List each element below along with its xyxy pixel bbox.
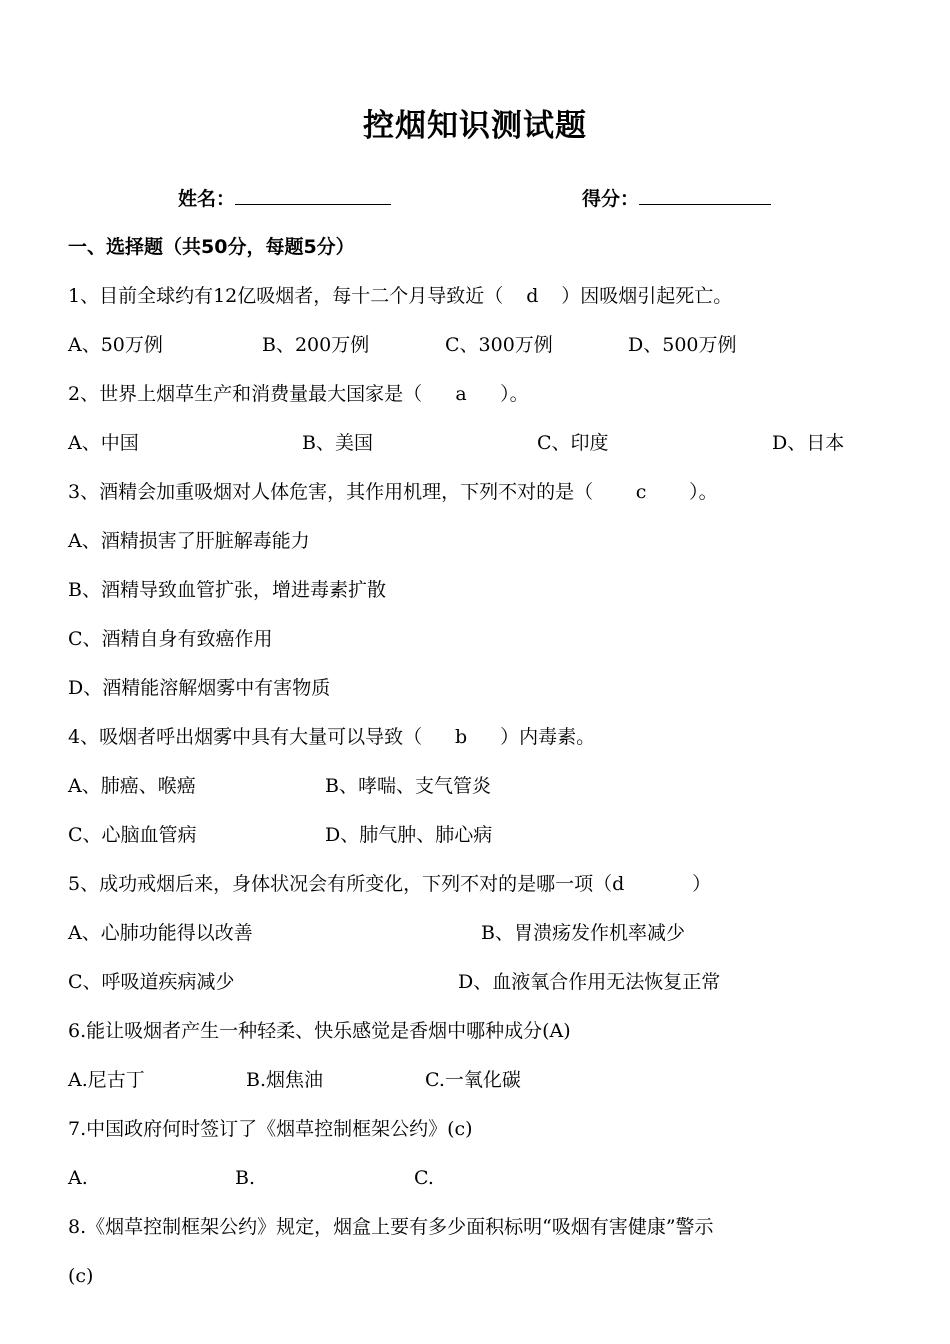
question-3-text: 3、酒精会加重吸烟对人体危害，其作用机理，下列不对的是（ <box>68 481 594 503</box>
question-8-answer: (c) <box>68 1265 94 1287</box>
question-1-option-a: A、50万例 <box>68 334 163 356</box>
question-2 <box>68 381 529 407</box>
question-5-option-d: D、血液氧合作用无法恢复正常 <box>458 971 721 993</box>
question-7-option-b: B. <box>235 1167 256 1189</box>
question-4-answer: b <box>455 726 468 748</box>
question-4-option-a: A、肺癌、喉癌 <box>68 775 196 797</box>
question-4-option-c: C、心脑血管病 <box>68 824 197 846</box>
section-heading: 一、选择题（共50分，每题5分） <box>68 236 355 258</box>
question-1-option-d: D、500万例 <box>628 334 737 356</box>
question-3-option-a: A、酒精损害了肝脏解毒能力 <box>68 530 310 552</box>
question-2-suffix: ）。 <box>500 383 529 405</box>
question-3-option-b: B、酒精导致血管扩张，增进毒素扩散 <box>68 579 386 601</box>
question-5-option-a: A、心肺功能得以改善 <box>68 922 253 944</box>
page-title: 控烟知识测试题 <box>363 108 587 144</box>
question-1-suffix: ）因吸烟引起死亡。 <box>561 285 733 307</box>
score-label: 得分： <box>582 188 640 210</box>
question-3-answer: c <box>635 481 647 503</box>
question-3-option-d: D、酒精能溶解烟雾中有害物质 <box>68 677 331 699</box>
question-5-option-c: C、呼吸道疾病减少 <box>68 971 235 993</box>
question-5 <box>68 871 711 897</box>
question-3-option-c: C、酒精自身有致癌作用 <box>68 628 273 650</box>
question-6-option-c: C.一氧化碳 <box>425 1069 521 1091</box>
question-7-option-c: C. <box>414 1167 434 1189</box>
question-1-answer: d <box>526 285 539 307</box>
question-2-answer: a <box>455 383 467 405</box>
question-2-text: 2、世界上烟草生产和消费量最大国家是（ <box>68 383 423 405</box>
question-2-option-b: B、美国 <box>302 432 373 454</box>
name-label: 姓名： <box>178 188 236 210</box>
question-2-option-a: A、中国 <box>68 432 139 454</box>
question-4 <box>68 724 595 750</box>
question-5-option-b: B、胃溃疡发作机率减少 <box>481 922 685 944</box>
name-blank[interactable] <box>235 186 391 205</box>
question-5-answer: d <box>612 873 625 895</box>
question-4-text: 4、吸烟者呼出烟雾中具有大量可以导致（ <box>68 726 423 748</box>
question-5-text: 5、成功戒烟后来，身体状况会有所变化，下列不对的是哪一项（ <box>68 873 613 895</box>
question-2-option-c: C、印度 <box>537 432 609 454</box>
question-1 <box>68 283 732 309</box>
question-6-option-b: B.烟焦油 <box>246 1069 324 1091</box>
question-6-option-a: A.尼古丁 <box>68 1069 145 1091</box>
question-8: 8.《烟草控制框架公约》规定，烟盒上要有多少面积标明“吸烟有害健康”警示 <box>68 1216 714 1238</box>
question-7: 7.中国政府何时签订了《烟草控制框架公约》(c) <box>68 1118 473 1140</box>
question-7-option-a: A. <box>68 1167 88 1189</box>
question-4-option-d: D、肺气肿、肺心病 <box>325 824 493 846</box>
question-1-option-b: B、200万例 <box>262 334 370 356</box>
score-field <box>582 186 771 212</box>
question-2-option-d: D、日本 <box>772 432 845 454</box>
question-1-text: 1、目前全球约有12亿吸烟者，每十二个月导致近（ <box>68 285 504 307</box>
question-3 <box>68 479 718 505</box>
question-4-option-b: B、哮喘、支气管炎 <box>325 775 491 797</box>
question-1-option-c: C、300万例 <box>445 334 553 356</box>
question-5-suffix: ） <box>692 873 712 895</box>
score-blank[interactable] <box>639 186 771 205</box>
question-4-suffix: ）内毒素。 <box>500 726 596 748</box>
question-3-suffix: ）。 <box>689 481 718 503</box>
question-6: 6.能让吸烟者产生一种轻柔、快乐感觉是香烟中哪种成分(A) <box>68 1020 571 1042</box>
name-field <box>178 186 391 212</box>
